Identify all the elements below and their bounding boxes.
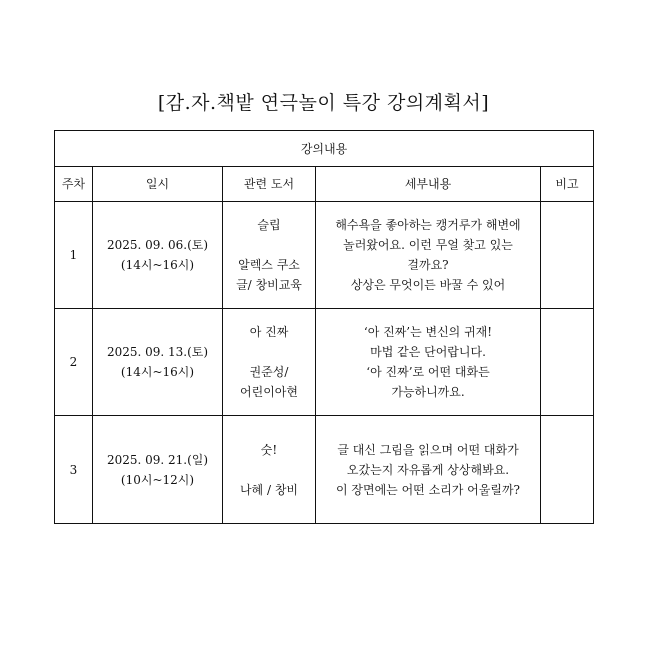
detail-cell (316, 416, 541, 524)
header-date: 일시 (93, 167, 223, 202)
table-caption-row (55, 131, 594, 167)
book-title: 숫! (260, 442, 278, 457)
date-cell (93, 309, 223, 416)
book-author: 나혜 / 창비 (239, 482, 299, 497)
table-row (55, 202, 594, 309)
date-text: 2025. 09. 21.(일) (106, 452, 209, 467)
detail-line: 글 대신 그림을 읽으며 어떤 대화가 (337, 442, 519, 457)
book-cell (223, 309, 316, 416)
week-cell: 3 (55, 416, 93, 524)
book-cell (223, 416, 316, 524)
book-author: 알렉스 쿠소 (238, 258, 300, 272)
date-text: 2025. 09. 13.(토) (106, 345, 209, 359)
detail-cell (316, 309, 541, 416)
header-book: 관련 도서 (223, 167, 316, 202)
detail-line: 상상은 무엇이든 바꿀 수 있어 (350, 278, 506, 292)
table-row (55, 309, 594, 416)
note-cell (541, 416, 594, 524)
header-week: 주차 (55, 167, 93, 202)
week-cell: 2 (55, 309, 93, 416)
detail-line: 놀러왔어요. 이런 무얼 찾고 있는 (343, 238, 513, 252)
date-cell (93, 416, 223, 524)
time-text: (14시~16시) (120, 365, 195, 379)
detail-line: 이 장면에는 어떤 소리가 어울릴까? (336, 482, 520, 497)
detail-line: 오갔는지 자유롭게 상상해봐요. (346, 462, 510, 477)
detail-line: 마법 같은 단어랍니다. (370, 345, 486, 359)
book-cell (223, 202, 316, 309)
book-title: 아 진짜 (249, 325, 289, 339)
note-cell (541, 202, 594, 309)
date-cell (93, 202, 223, 309)
detail-line: ‘아 진짜’로 어떤 대화든 (366, 365, 490, 379)
date-text: 2025. 09. 06.(토) (106, 238, 209, 252)
table-caption: 강의내용 (55, 131, 594, 167)
detail-line: ‘아 진짜’는 변신의 귀재! (363, 325, 493, 339)
book-title: 슬립 (257, 218, 281, 232)
book-publisher: 글/ 창비교육 (236, 278, 302, 292)
time-text: (14시~16시) (120, 258, 195, 272)
detail-line: 가능하니까요. (391, 385, 465, 399)
header-note: 비고 (541, 167, 594, 202)
book-author: 권준성/ (249, 365, 289, 379)
detail-cell (316, 202, 541, 309)
document-title: [감.자.책밭 연극놀이 특강 강의계획서] (157, 92, 490, 114)
note-cell (541, 309, 594, 416)
time-text: (10시~12시) (120, 472, 195, 487)
lecture-plan-table (54, 130, 594, 524)
week-cell: 1 (55, 202, 93, 309)
book-publisher: 어린이아현 (240, 385, 298, 399)
detail-line: 걸까요? (407, 258, 449, 272)
detail-line: 해수욕을 좋아하는 캥거루가 해변에 (335, 218, 521, 232)
table-row (55, 416, 594, 524)
header-detail: 세부내용 (316, 167, 541, 202)
table-header-row (55, 167, 594, 202)
